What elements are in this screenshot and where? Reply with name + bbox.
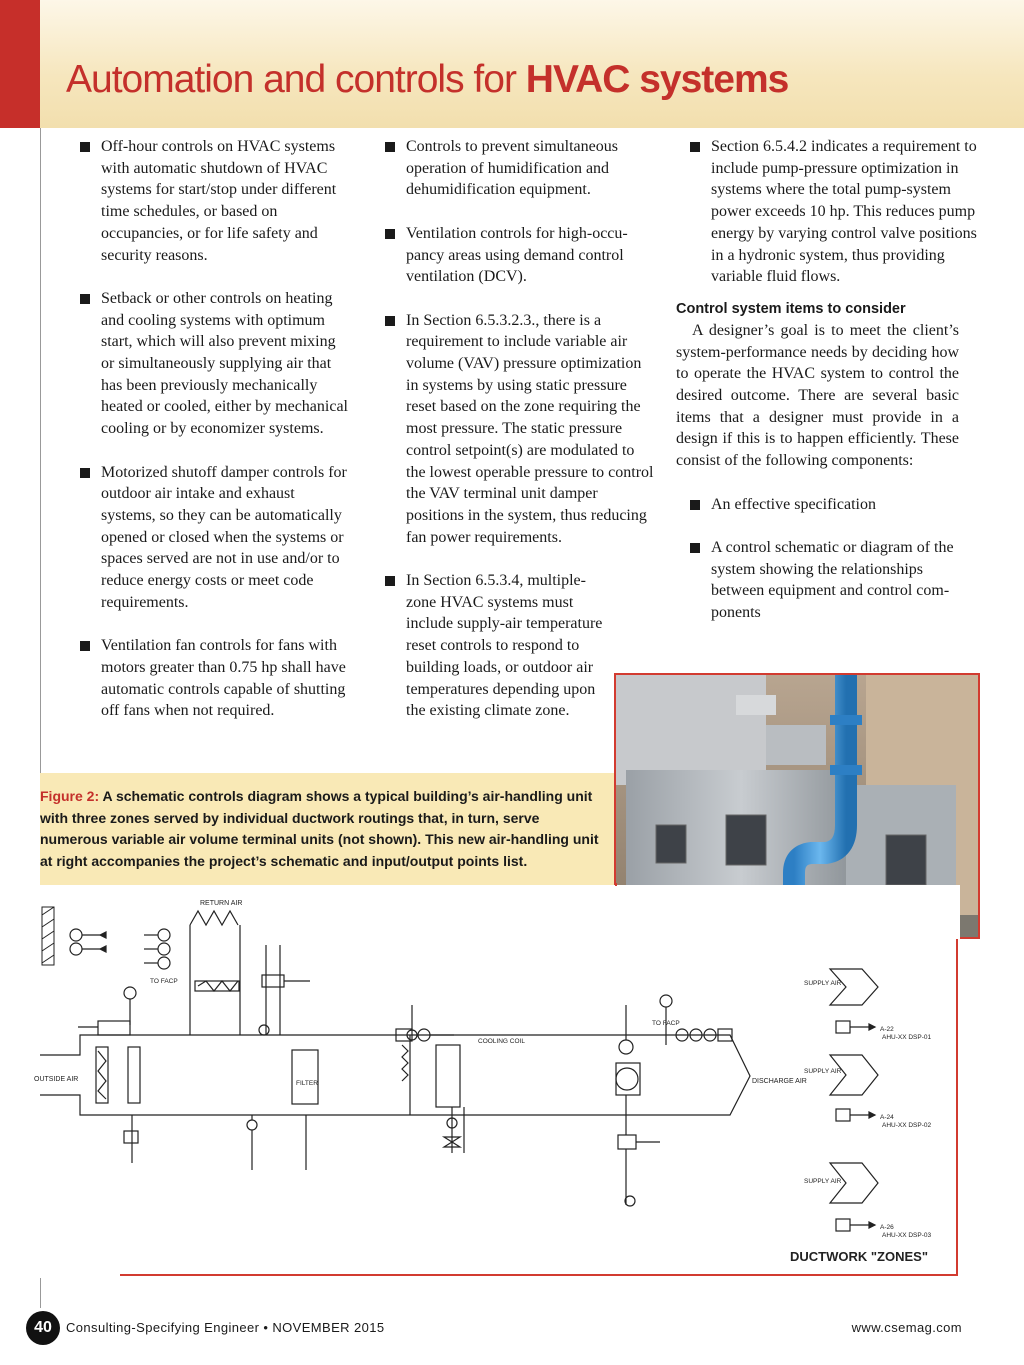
title-bold: HVAC systems (525, 58, 789, 101)
hvac-schematic-diagram (34, 885, 960, 1278)
title-light: Automation and controls for (66, 58, 526, 101)
caption-text: A schematic controls diagram shows a typical building’s air-handling unit with three zones served by individual ductwork routings that, in turn, serve numerous variable air volume terminal units (not shown). This new air-handling unit at right accompanies the project’s schematic and input/output points list. (40, 788, 599, 869)
figure-caption (40, 786, 600, 872)
bullet-square-icon (80, 142, 90, 152)
red-accent-bar (0, 0, 40, 128)
body-paragraph: A designer’s goal is to meet the client’s system-performance needs by deciding how to operate the HVAC system to control the desired outcome. There are several basic items that a designer must provide in a design if this is to happen efficiently. These consist of the following components: (676, 321, 959, 470)
bullet-item: Controls to prevent simultaneous operation of humidification and dehumidification equipment. (385, 136, 655, 201)
bullet-square-icon (385, 576, 395, 586)
page-title (66, 58, 788, 102)
bullet-square-icon (385, 142, 395, 152)
footer-url: www.csemag.com (851, 1320, 962, 1335)
to-facp-label-1: TO FACP (150, 978, 178, 985)
bullet-item: In Section 6.5.3.4, multiple-zone HVAC systems must include supply-air temperature reset controls to respond to building loads, or outdoor air temperatures depending upon the existing climate zone. (385, 570, 606, 722)
bullet-square-icon (690, 500, 700, 510)
bullet-item: Ventilation fan controls for fans with motors greater than 0.75 hp shall have automatic controls capable of shutting off fans when not required. (80, 635, 350, 722)
zone-point-3: A-26 (880, 1224, 894, 1231)
page-number: 40 (26, 1311, 60, 1345)
to-facp-label-2: TO FACP (652, 1020, 680, 1027)
zone-point-2: A-24 (880, 1114, 894, 1121)
bullet-square-icon (690, 142, 700, 152)
supply-air-label-1: SUPPLY AIR (804, 980, 842, 987)
bullet-item: Ventilation controls for high-occupancy areas using demand control ventilation (DCV). (385, 223, 655, 288)
bullet-square-icon (690, 543, 700, 553)
discharge-air-label: DISCHARGE AIR (752, 1078, 807, 1085)
zone-point-label-3: AHU-XX DSP-03 (882, 1232, 932, 1239)
column-1 (80, 136, 350, 744)
bullet-square-icon (385, 316, 395, 326)
outside-air-label: OUTSIDE AIR (34, 1076, 79, 1083)
bullet-item: Section 6.5.4.2 indicates a requirement to include pump-pressure optimization in systems where the total pump-system power exceeds 10 hp. This reduces pump energy by varying control valve positions in a hydronic system, thus providing variable fluid flows. (690, 136, 980, 288)
return-air-label: RETURN AIR (200, 900, 243, 907)
bullet-item: A control schematic or diagram of the system showing the relationships between equipment and control components (690, 537, 980, 624)
figure-label: Figure 2: (40, 788, 100, 804)
ductwork-zones-label: DUCTWORK "ZONES" (790, 1249, 928, 1264)
zone-point-1: A-22 (880, 1026, 894, 1033)
bullet-item: Motorized shutoff damper controls for outdoor air intake and exhaust systems, so they can be automatically opened or closed when the systems or spaces served are not in use and/or to reduce energy costs or meet code requirements. (80, 462, 350, 614)
zone-point-label-2: AHU-XX DSP-02 (882, 1122, 932, 1129)
bullet-square-icon (80, 468, 90, 478)
section-subhead: Control system items to consider (676, 300, 906, 317)
bullet-item: Setback or other controls on heating and cooling systems with optimum start, which will also prevent mixing or simultaneously supplying air that has been previously mechanically heated or cooled, either by mechanical cooling or by economizer systems. (80, 288, 350, 440)
bullet-square-icon (80, 641, 90, 651)
filter-label: FILTER (296, 1080, 318, 1087)
bullet-square-icon (385, 229, 395, 239)
supply-air-label-3: SUPPLY AIR (804, 1178, 842, 1185)
zone-point-label-1: AHU-XX DSP-01 (882, 1034, 932, 1041)
bullet-item: An effective specification (690, 494, 980, 516)
footer-publication: Consulting-Specifying Engineer • NOVEMBER 2015 (66, 1320, 385, 1335)
supply-air-label-2: SUPPLY AIR (804, 1068, 842, 1075)
bullet-item: Off-hour controls on HVAC systems with automatic shutdown of HVAC systems for start/stop under different time schedules, or based on occupancies, or for life safety and security reasons. (80, 136, 350, 266)
cooling-coil-label: COOLING COIL (478, 1038, 525, 1045)
column-2 (385, 136, 655, 744)
bullet-square-icon (80, 294, 90, 304)
column-3 (676, 136, 977, 645)
bullet-item: In Section 6.5.3.2.3., there is a requirement to include variable air volume (VAV) pressure optimization in systems by using static pressure reset based on the zone requiring the most pressure. The static pressure control setpoint(s) are modulated to the lowest operable pressure to control the VAV terminal unit damper positions in the system, thus reducing fan power requirements. (385, 310, 655, 549)
